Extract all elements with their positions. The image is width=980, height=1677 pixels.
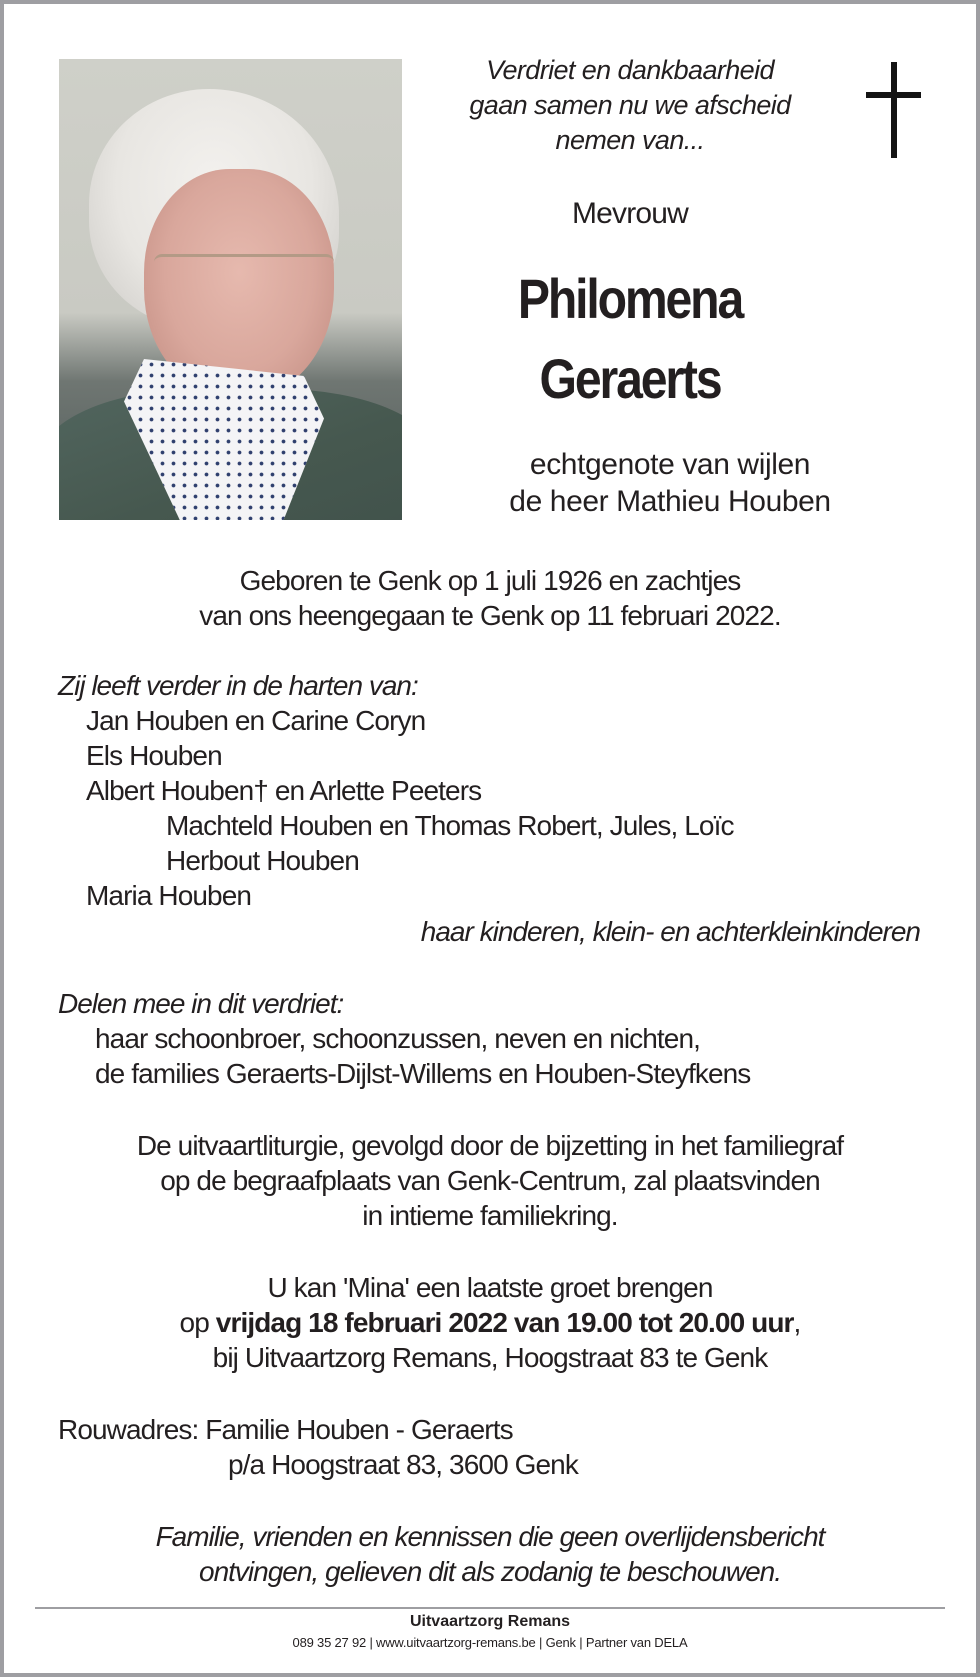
quote-line: Verdriet en dankbaarheid <box>486 55 774 85</box>
visitation-prefix: op <box>179 1307 216 1338</box>
photo-glasses <box>154 254 334 297</box>
notice-line: Familie, vrienden en kennissen die geen overlijdensbericht <box>155 1521 825 1552</box>
survivor-entry: Els Houben <box>86 740 222 771</box>
death-line: van ons heengegaan te Genk op 11 februari 2022. <box>199 600 781 631</box>
visitation-date-bold: vrijdag 18 februari 2022 van 19.00 tot 20.00 uur <box>215 1307 794 1338</box>
funeral-line: De uitvaartliturgie, gevolgd door de bijzetting in het familiegraf <box>136 1130 844 1161</box>
funeral-line: in intieme familiekring. <box>362 1200 618 1231</box>
survivors-caption: haar kinderen, klein- en achterkleinkinderen <box>420 916 920 947</box>
quote-line: gaan samen nu we afscheid <box>469 90 791 120</box>
funeral-line: op de begraafplaats van Genk-Centrum, zal plaatsvinden <box>160 1165 820 1196</box>
visitation-line: U kan 'Mina' een laatste groet brengen <box>267 1272 713 1303</box>
survivor-entry: Maria Houben <box>86 880 252 911</box>
survivors-heading: Zij leeft verder in de harten van: <box>58 670 418 701</box>
deceased-last-name: Geraerts <box>539 347 721 410</box>
mourning-address: Rouwadres: Familie Houben - Geraerts <box>58 1414 513 1445</box>
sharing-heading: Delen mee in dit verdriet: <box>58 988 344 1019</box>
spouse-line: de heer Mathieu Houben <box>509 485 831 518</box>
birth-line: Geboren te Genk op 1 juli 1926 en zachtjes <box>239 565 741 596</box>
survivor-entry: Herbout Houben <box>166 845 359 876</box>
deceased-first-name: Philomena <box>517 267 743 330</box>
sharing-line: de families Geraerts-Dijlst-Willems en Houben-Steyfkens <box>95 1058 751 1089</box>
mourning-address-street: p/a Hoogstraat 83, 3600 Genk <box>228 1449 578 1480</box>
visitation-suffix: , <box>793 1307 801 1338</box>
survivor-entry: Albert Houben† en Arlette Peeters <box>86 775 482 806</box>
quote-line: nemen van... <box>555 125 705 155</box>
survivor-entry: Machteld Houben en Thomas Robert, Jules, Loïc <box>166 810 734 841</box>
footer-details: 089 35 27 92 | www.uitvaartzorg-remans.be | Genk | Partner van DELA <box>292 1635 688 1650</box>
honorific: Mevrouw <box>571 197 689 230</box>
survivor-entry: Jan Houben en Carine Coryn <box>86 705 426 736</box>
footer-divider <box>35 1607 945 1609</box>
notice-line: ontvingen, gelieven dit als zodanig te beschouwen. <box>199 1556 781 1587</box>
spouse-line: echtgenote van wijlen <box>529 448 811 481</box>
visitation-location: bij Uitvaartzorg Remans, Hoogstraat 83 te Genk <box>212 1342 768 1373</box>
visitation-datetime <box>40 1307 940 1339</box>
sharing-line: haar schoonbroer, schoonzussen, neven en nichten, <box>95 1023 701 1054</box>
portrait-photo <box>59 59 402 520</box>
footer-company: Uitvaartzorg Remans <box>409 1613 571 1630</box>
